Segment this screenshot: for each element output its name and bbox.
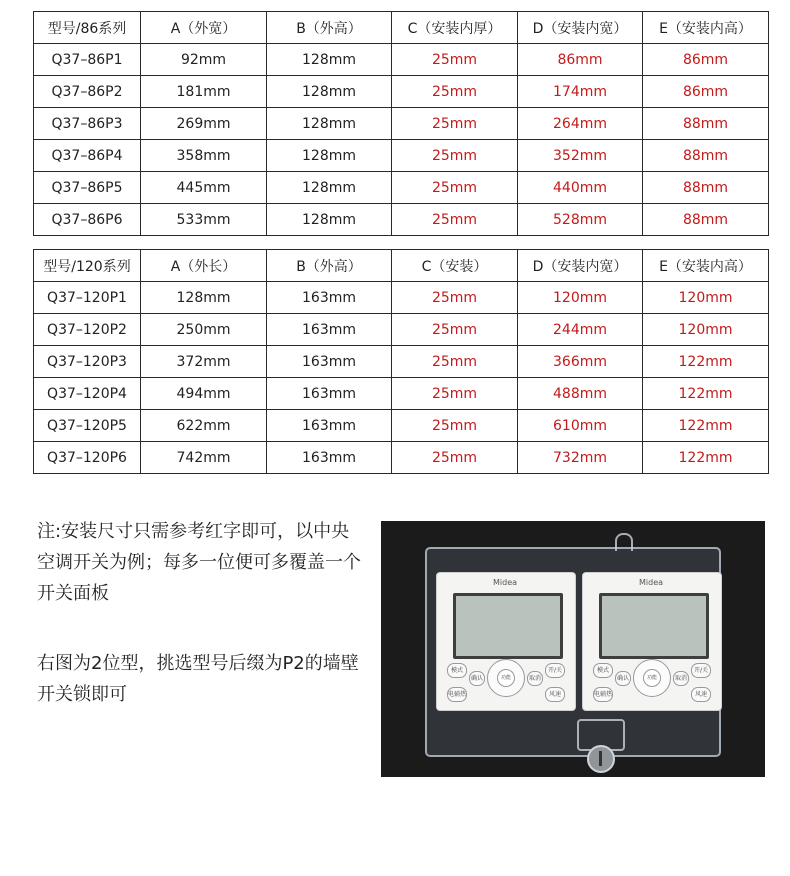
cell-a: 92mm: [141, 44, 267, 76]
cell-a: 622mm: [141, 410, 267, 442]
cell-model: Q37–120P1: [34, 282, 141, 314]
mode-button: 模式: [447, 663, 467, 678]
key-lock-icon: [587, 745, 615, 773]
cell-a: 181mm: [141, 76, 267, 108]
spec-table-86: [33, 11, 769, 236]
heater-button: 电辅热: [593, 687, 613, 702]
cell-e: 86mm: [643, 76, 769, 108]
switch-lock-box: [425, 547, 721, 757]
cell-c: 25mm: [392, 76, 518, 108]
header-e: E（安装内高）: [643, 12, 769, 44]
cell-model: Q37–86P4: [34, 140, 141, 172]
cell-model: Q37–86P2: [34, 76, 141, 108]
cell-d: 244mm: [518, 314, 643, 346]
cell-model: Q37–86P6: [34, 204, 141, 236]
selection-note: 右图为2位型，挑选型号后缀为P2的墙壁开关锁即可: [37, 653, 359, 705]
cell-e: 88mm: [643, 108, 769, 140]
control-panel-right: [583, 573, 721, 710]
cell-model: Q37–86P5: [34, 172, 141, 204]
confirm-button: 确认: [469, 671, 485, 686]
cell-c: 25mm: [392, 44, 518, 76]
cell-e: 86mm: [643, 44, 769, 76]
cell-b: 128mm: [267, 44, 392, 76]
cell-a: 372mm: [141, 346, 267, 378]
table-row: [34, 346, 769, 378]
cell-b: 163mm: [267, 410, 392, 442]
table-row: [34, 282, 769, 314]
header-d: D（安装内宽）: [518, 250, 643, 282]
header-c: C（安装）: [392, 250, 518, 282]
installation-note: 注:安装尺寸只需参考红字即可，以中央空调开关为例；每多一位便可多覆盖一个开关面板: [37, 521, 361, 604]
cell-b: 128mm: [267, 76, 392, 108]
header-c: C（安装内厚）: [392, 12, 518, 44]
cell-c: 25mm: [392, 378, 518, 410]
cell-b: 128mm: [267, 172, 392, 204]
function-button: 功能: [497, 669, 515, 687]
header-b: B（外高）: [267, 12, 392, 44]
cell-d: 352mm: [518, 140, 643, 172]
header-d: D（安装内宽）: [518, 12, 643, 44]
header-b: B（外高）: [267, 250, 392, 282]
function-button: 功能: [643, 669, 661, 687]
cell-model: Q37–86P1: [34, 44, 141, 76]
cell-e: 122mm: [643, 346, 769, 378]
product-photo: [381, 521, 765, 777]
cell-d: 732mm: [518, 442, 643, 474]
cell-c: 25mm: [392, 140, 518, 172]
cancel-button: 取消: [673, 671, 689, 686]
brand-logo: Midea: [493, 578, 518, 587]
hanging-loop: [615, 533, 633, 551]
header-a: A（外宽）: [141, 12, 267, 44]
cell-a: 358mm: [141, 140, 267, 172]
cell-a: 128mm: [141, 282, 267, 314]
cell-c: 25mm: [392, 346, 518, 378]
cell-b: 163mm: [267, 378, 392, 410]
lcd-screen: [453, 593, 563, 659]
cell-c: 25mm: [392, 442, 518, 474]
cell-e: 88mm: [643, 204, 769, 236]
confirm-button: 确认: [615, 671, 631, 686]
heater-button: 电辅热: [447, 687, 467, 702]
brand-logo: Midea: [639, 578, 664, 587]
spec-table-120: [33, 249, 769, 474]
cell-e: 88mm: [643, 140, 769, 172]
cell-e: 122mm: [643, 378, 769, 410]
table-row: [34, 204, 769, 236]
cell-c: 25mm: [392, 172, 518, 204]
cell-b: 163mm: [267, 314, 392, 346]
cell-a: 269mm: [141, 108, 267, 140]
cell-e: 120mm: [643, 314, 769, 346]
power-button: 开/关: [545, 663, 565, 678]
cell-a: 742mm: [141, 442, 267, 474]
cell-model: Q37–120P6: [34, 442, 141, 474]
table-row: [34, 140, 769, 172]
cell-b: 128mm: [267, 140, 392, 172]
cell-a: 494mm: [141, 378, 267, 410]
cell-d: 528mm: [518, 204, 643, 236]
cell-d: 120mm: [518, 282, 643, 314]
cell-e: 88mm: [643, 172, 769, 204]
power-button: 开/关: [691, 663, 711, 678]
fan-speed-button: 风速: [691, 687, 711, 702]
cell-e: 122mm: [643, 442, 769, 474]
cell-a: 250mm: [141, 314, 267, 346]
cell-model: Q37–86P3: [34, 108, 141, 140]
header-e: E（安装内高）: [643, 250, 769, 282]
cell-model: Q37–120P5: [34, 410, 141, 442]
cell-b: 128mm: [267, 204, 392, 236]
control-panel-left: [437, 573, 575, 710]
cell-d: 264mm: [518, 108, 643, 140]
cell-c: 25mm: [392, 314, 518, 346]
table-row: [34, 314, 769, 346]
header-a: A（外长）: [141, 250, 267, 282]
cell-model: Q37–120P3: [34, 346, 141, 378]
keyhole: [599, 751, 602, 766]
cell-c: 25mm: [392, 282, 518, 314]
cell-a: 533mm: [141, 204, 267, 236]
cell-b: 163mm: [267, 282, 392, 314]
cell-e: 122mm: [643, 410, 769, 442]
cell-d: 610mm: [518, 410, 643, 442]
lcd-screen: [599, 593, 709, 659]
cell-c: 25mm: [392, 108, 518, 140]
cell-e: 120mm: [643, 282, 769, 314]
cell-c: 25mm: [392, 204, 518, 236]
mode-button: 模式: [593, 663, 613, 678]
table-row: [34, 442, 769, 474]
cell-model: Q37–120P2: [34, 314, 141, 346]
table-row: [34, 76, 769, 108]
cell-d: 86mm: [518, 44, 643, 76]
header-model: 型号/120系列: [34, 250, 141, 282]
table-header-row: [34, 250, 769, 282]
cell-a: 445mm: [141, 172, 267, 204]
cell-c: 25mm: [392, 410, 518, 442]
cell-d: 488mm: [518, 378, 643, 410]
cell-d: 366mm: [518, 346, 643, 378]
cell-b: 128mm: [267, 108, 392, 140]
cell-model: Q37–120P4: [34, 378, 141, 410]
table-row: [34, 108, 769, 140]
fan-speed-button: 风速: [545, 687, 565, 702]
cell-b: 163mm: [267, 346, 392, 378]
table-row: [34, 410, 769, 442]
table-header-row: [34, 12, 769, 44]
table-row: [34, 378, 769, 410]
cell-b: 163mm: [267, 442, 392, 474]
table-row: [34, 172, 769, 204]
cell-d: 440mm: [518, 172, 643, 204]
cell-d: 174mm: [518, 76, 643, 108]
table-row: [34, 44, 769, 76]
header-model: 型号/86系列: [34, 12, 141, 44]
cancel-button: 取消: [527, 671, 543, 686]
